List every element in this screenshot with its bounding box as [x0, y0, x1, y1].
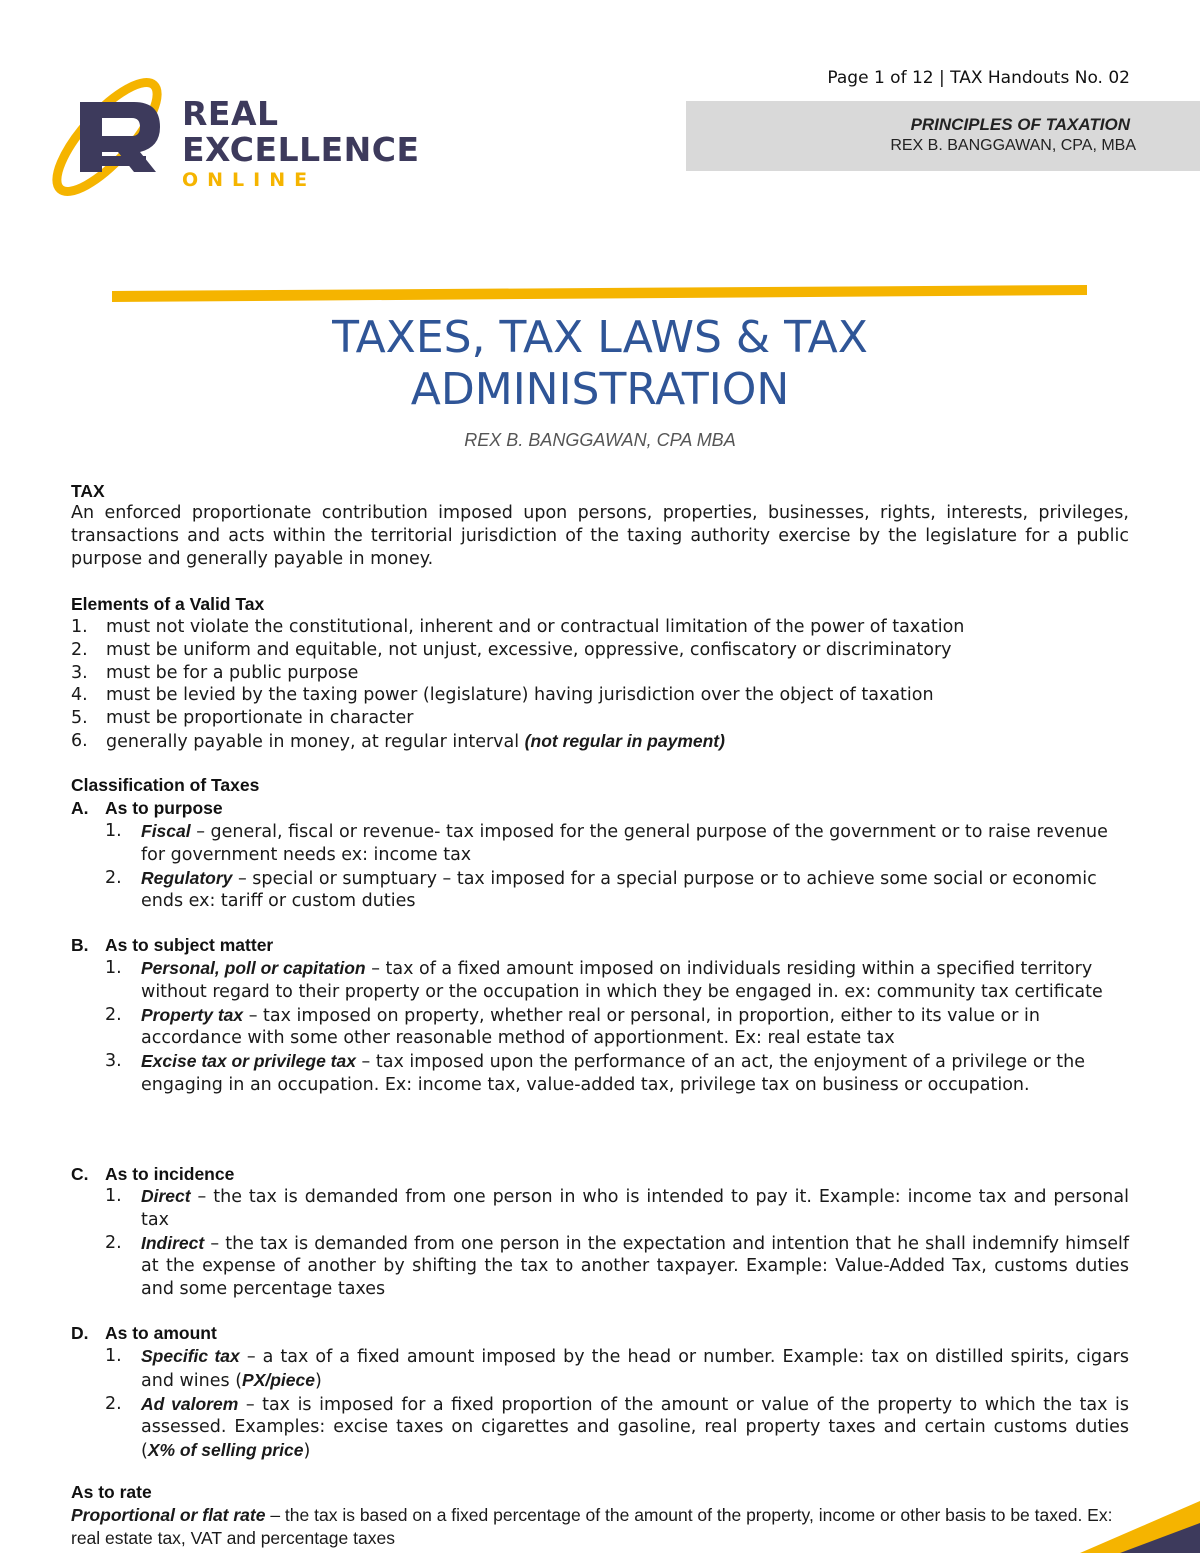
title-line-1: TAXES, TAX LAWS & TAX [332, 312, 868, 363]
description: – tax imposed upon the performance of an act, the enjoyment of a privilege or the engaging in an occupation. Ex: income tax, value-added tax, privilege tax on business or occupation. [141, 1052, 1086, 1095]
list-text: must not violate the constitutional, inherent and or contractual limitation of the power of taxation [106, 617, 965, 637]
list-item [71, 662, 1151, 685]
term: Proportional or flat rate [71, 1505, 266, 1525]
list-number: 2. [71, 639, 88, 660]
list-number: 2. [105, 1004, 122, 1025]
description: – the tax is demanded from one person in the expectation and intention that he shall indemnify himself at the expense of another by shifting the tax to another taxpayer. Example: Value-Added Tax, customs duties and some percentage taxes [141, 1233, 1129, 1300]
list-text: must be proportionate in character [106, 708, 414, 729]
page-number-line: Page 1 of 12 | TAX Handouts No. 02 [827, 68, 1130, 88]
list-item [71, 707, 1151, 730]
list-text: must be uniform and equitable, not unjust, excessive, oppressive, confiscatory or discriminatory [106, 639, 952, 660]
list-number: 4. [71, 685, 88, 706]
list-number: 2. [105, 1232, 122, 1253]
description: – general, fiscal or revenue- tax imposed for the general purpose of the government or to raise revenue for government needs ex: income tax [141, 822, 1108, 865]
description: – the tax is demanded from one person in who is intended to pay it. Example: income tax and personal tax [141, 1187, 1129, 1230]
corner-decoration [1080, 1493, 1200, 1553]
logo-line-excellence: EXCELLENCE [182, 130, 420, 169]
term: Property tax [141, 1004, 244, 1025]
amount-list [105, 1345, 1129, 1463]
section-letter-d: D. [71, 1323, 89, 1343]
description: – special or sumptuary – tax imposed for a special purpose or to achieve some social or economic ends ex: tariff or custom duties [141, 868, 1097, 912]
list-item [105, 1345, 1129, 1393]
header-course-box [686, 101, 1200, 171]
list-text: generally payable in money, at regular interval [106, 731, 525, 752]
list-number: 1. [105, 1186, 122, 1206]
list-text: must be for a public purpose [106, 662, 359, 683]
term: Specific tax [141, 1346, 240, 1366]
course-title: PRINCIPLES OF TAXATION [910, 115, 1130, 134]
elements-heading: Elements of a Valid Tax [71, 594, 265, 614]
list-item [71, 730, 1151, 754]
section-letter-b: B. [71, 935, 89, 955]
list-number: 1. [105, 1346, 122, 1366]
description: – the tax is based on a fixed percentage of the amount of the property, income or other basis to be taxed. Ex: real estate tax, VAT and percentage taxes [71, 1505, 1113, 1548]
rate-heading: As to rate [71, 1482, 152, 1502]
term: Direct [141, 1186, 191, 1206]
tax-heading: TAX [71, 481, 105, 501]
section-label-purpose: As to purpose [105, 798, 223, 818]
list-item [71, 639, 1151, 662]
tax-definition: An enforced proportionate contribution imposed upon persons, properties, businesses, rights, interests, privileges, transactions and acts within the territorial jurisdiction of the taxing authority exercise by the legislature for a public purpose and generally payable in money. [71, 503, 1129, 569]
logo-wordmark [182, 96, 420, 192]
description: – tax is imposed for a fixed proportion of the amount or value of the property to which the tax is assessed. Examples: excise taxes on cigarettes and gasoline, real property taxes and certain customs duties ( [141, 1394, 1129, 1462]
emphasis: X% of selling price [147, 1440, 304, 1461]
list-number: 3. [71, 662, 88, 683]
emphasis: PX/piece [242, 1369, 315, 1390]
list-item [105, 1232, 1129, 1301]
list-number: 6. [71, 730, 88, 751]
list-item [105, 1393, 1129, 1463]
list-number: 3. [105, 1051, 122, 1072]
purpose-list [105, 820, 1129, 913]
subject-list [105, 957, 1129, 1097]
list-number: 1. [105, 958, 122, 978]
list-item [105, 820, 1129, 867]
list-item [105, 867, 1129, 914]
section-label-incidence: As to incidence [105, 1164, 235, 1184]
header-author: REX B. BANGGAWAN, CPA, MBA [890, 137, 1136, 154]
section-label-amount: As to amount [105, 1323, 217, 1343]
elements-list [71, 616, 1151, 754]
section-letter-a: A. [71, 798, 89, 818]
description: – tax of a fixed amount imposed on individuals residing within a specified territory without regard to their property or the occupation in which they be engaged in. ex: community tax certificate [141, 959, 1103, 1002]
term: Fiscal [141, 821, 191, 841]
yellow-divider [112, 281, 1087, 303]
list-text: must be levied by the taxing power (legislature) having jurisdiction over the object of taxation [106, 685, 934, 706]
list-emphasis: (not regular in payment) [524, 730, 725, 751]
list-number: 1. [71, 617, 88, 637]
term: Regulatory [141, 867, 233, 888]
section-label-subject: As to subject matter [105, 935, 274, 955]
incidence-list [105, 1185, 1129, 1301]
document-title [150, 312, 1050, 416]
list-item [105, 957, 1129, 1004]
section-letter-c: C. [71, 1164, 89, 1184]
list-item [105, 1004, 1129, 1051]
list-item [105, 1050, 1129, 1097]
list-item [105, 1185, 1129, 1232]
term: Excise tax or privilege tax [141, 1051, 356, 1072]
closing: ) [315, 1370, 322, 1391]
term: Indirect [141, 1232, 205, 1253]
title-line-2: ADMINISTRATION [410, 364, 790, 415]
term: Ad valorem [141, 1393, 239, 1414]
closing: ) [303, 1441, 311, 1462]
list-number: 2. [105, 867, 122, 888]
rate-definition [71, 1504, 1121, 1549]
list-item [71, 684, 1151, 707]
list-number: 2. [105, 1393, 122, 1414]
list-number: 5. [71, 708, 88, 729]
logo-line-online: ONLINE [182, 169, 317, 191]
description: – a tax of a fixed amount imposed by the head or number. Example: tax on distilled spirits, cigars and wines ( [141, 1347, 1129, 1391]
list-item [71, 616, 1151, 639]
document-author: REX B. BANGGAWAN, CPA MBA [464, 430, 736, 450]
list-number: 1. [105, 821, 122, 841]
classification-heading: Classification of Taxes [71, 775, 260, 795]
logo-line-real: REAL [182, 94, 279, 133]
term: Personal, poll or capitation [141, 958, 366, 978]
description: – tax imposed on property, whether real or personal, in proportion, either to its value or in accordance with some other reasonable method of apportionment. Ex: real estate tax [141, 1005, 1040, 1049]
